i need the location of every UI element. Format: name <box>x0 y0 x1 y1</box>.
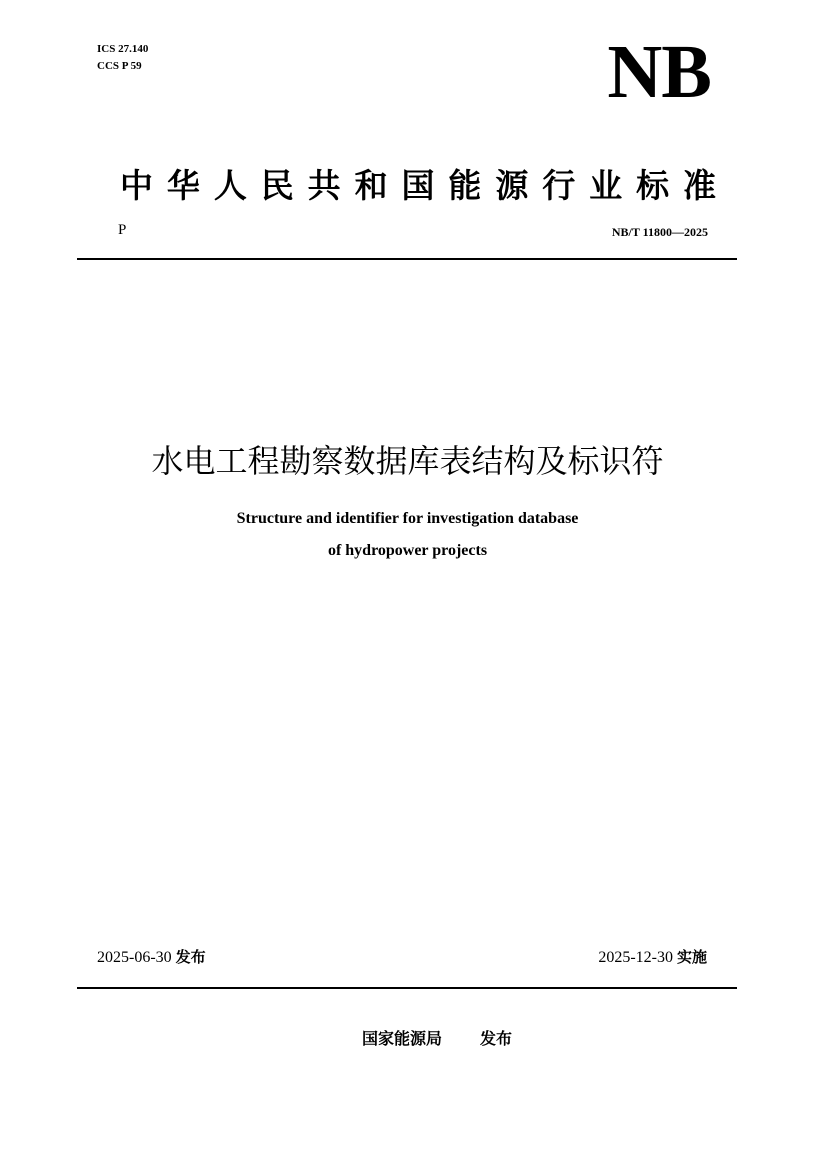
bottom-divider <box>77 987 737 989</box>
standard-type-title: 中华人民共和国能源行业标准 <box>120 166 716 205</box>
implementation-label: 实施 <box>676 948 707 966</box>
publisher <box>362 1029 512 1049</box>
publisher-action: 发布 <box>480 1029 513 1048</box>
implementation-date <box>598 947 707 968</box>
english-title-line-1: Structure and identifier for investigation database <box>236 510 579 527</box>
english-title-line-2: of hydropower projects <box>327 542 488 559</box>
chinese-title: 水电工程勘察数据库表结构及标识符 <box>151 442 664 480</box>
publisher-name: 国家能源局 <box>362 1029 443 1048</box>
top-divider <box>77 258 737 260</box>
ccs-code: CCS P 59 <box>97 60 142 72</box>
issue-date-value: 2025-06-30 <box>97 949 172 966</box>
ics-code: ICS 27.140 <box>97 43 149 55</box>
standard-number: NB/T 11800—2025 <box>611 225 708 239</box>
issue-date <box>97 947 206 968</box>
nb-logo: NB <box>607 30 711 114</box>
classification-letter: P <box>118 222 127 238</box>
issue-label: 发布 <box>175 948 206 966</box>
classification-codes <box>97 41 148 75</box>
implementation-date-value: 2025-12-30 <box>598 949 673 966</box>
